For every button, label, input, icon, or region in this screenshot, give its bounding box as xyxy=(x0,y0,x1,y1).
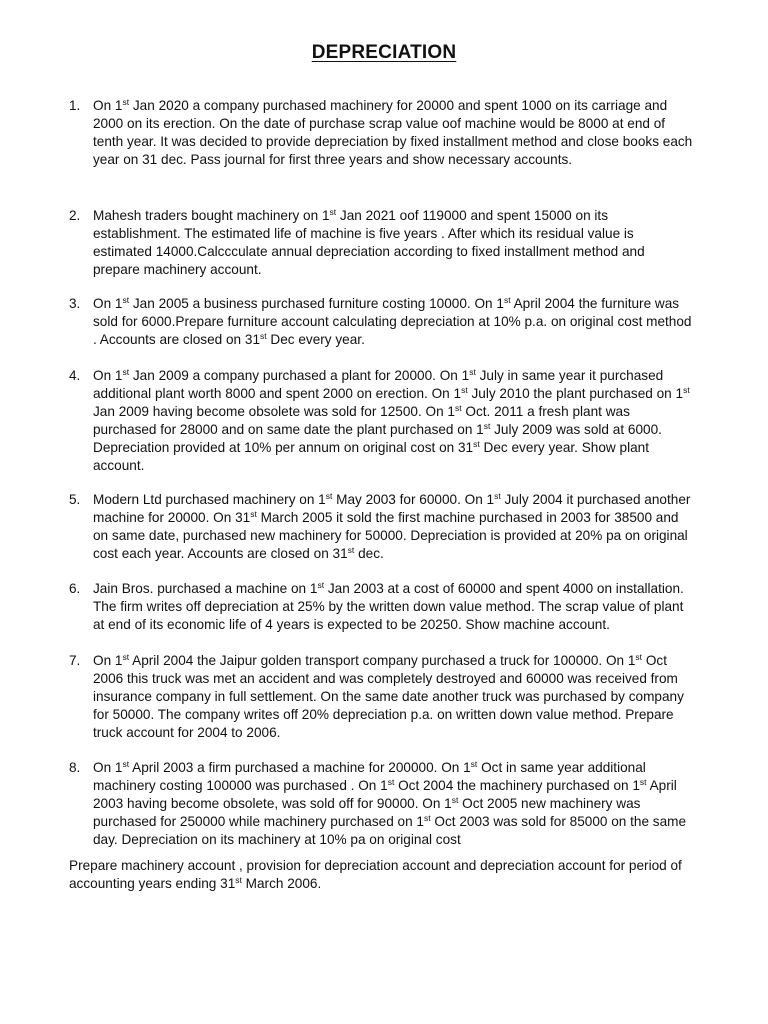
question-number: 2. xyxy=(69,208,81,223)
question-text xyxy=(93,97,721,169)
ordinal-suffix: st xyxy=(461,385,468,395)
text-run: Modern Ltd purchased machinery on 1 xyxy=(93,492,326,507)
text-line xyxy=(93,795,721,813)
text-line xyxy=(93,813,721,831)
text-run: 2006 this truck was met an accident and was completely destroyed and 60000 was received from xyxy=(93,671,678,686)
text-run: Oct in same year additional xyxy=(477,760,646,775)
closing-instruction xyxy=(69,857,721,893)
ordinal-suffix: st xyxy=(122,295,130,305)
text-run: Mahesh traders bought machinery on 1 xyxy=(93,208,330,223)
text-run: March 2006. xyxy=(241,876,322,891)
text-line xyxy=(93,831,721,849)
ordinal-suffix: st xyxy=(635,652,643,662)
text-run: Jan 2009 having become obsolete was sold for 12500. On 1 xyxy=(93,404,455,419)
text-line xyxy=(93,439,721,457)
text-line xyxy=(93,616,721,634)
text-line xyxy=(93,243,721,261)
text-run: sold for 6000.Prepare furniture account calculating depreciation at 10% p.a. on original cost method xyxy=(93,314,692,329)
text-run: year on 31 dec. Pass journal for first three years and show necessary accounts. xyxy=(93,152,573,167)
text-line xyxy=(93,509,721,527)
ordinal-suffix: st xyxy=(347,545,355,555)
text-run: On 1 xyxy=(93,760,123,775)
ordinal-suffix: st xyxy=(325,491,333,501)
text-run: April 2004 the furniture was xyxy=(510,296,680,311)
text-run: Depreciation provided at 10% per annum on original cost on 31 xyxy=(93,440,474,455)
text-line xyxy=(93,331,721,349)
text-line xyxy=(93,527,721,545)
text-run: May 2003 for 60000. On 1 xyxy=(332,492,495,507)
ordinal-suffix: st xyxy=(683,385,690,395)
ordinal-suffix: st xyxy=(122,367,130,377)
ordinal-suffix: st xyxy=(122,97,130,107)
text-line xyxy=(93,313,721,331)
ordinal-suffix: st xyxy=(494,491,501,501)
text-run: establishment. The estimated life of machine is five years . After which its residual value is xyxy=(93,226,634,241)
ordinal-suffix: st xyxy=(483,421,491,431)
text-run: cost each year. Accounts are closed on 31 xyxy=(93,546,348,561)
ordinal-suffix: st xyxy=(329,207,337,217)
text-run: April 2003 a firm purchased a machine for 200000. On 1 xyxy=(129,760,471,775)
text-line xyxy=(93,706,721,724)
question-text xyxy=(93,652,721,742)
ordinal-suffix: st xyxy=(470,759,478,769)
text-line xyxy=(93,403,721,421)
text-run: for 50000. The company writes off 20% depreciation p.a. on written down value method. Prepare xyxy=(93,707,674,722)
question-text xyxy=(93,367,721,475)
text-run: on same date, purchased new machinery for 50000. Depreciation is provided at 20% pa on original xyxy=(93,528,688,543)
question-2 xyxy=(69,207,721,279)
question-number: 3. xyxy=(69,296,81,311)
text-run: Dec every year. xyxy=(266,332,365,347)
text-run: 2000 on its erection. On the date of purchase scrap value oof machine would be 8000 at end of xyxy=(93,116,666,131)
text-line xyxy=(93,652,721,670)
text-run: additional plant worth 8000 and spent 2000 on erection. On 1 xyxy=(93,386,462,401)
text-run: truck account for 2004 to 2006. xyxy=(93,725,281,740)
text-run: machine for 20000. On 31 xyxy=(93,510,251,525)
question-3 xyxy=(69,295,721,349)
text-line xyxy=(93,580,721,598)
text-run: Jan 2005 a business purchased furniture costing 10000. On 1 xyxy=(129,296,504,311)
text-run: prepare machinery account. xyxy=(93,262,262,277)
ordinal-suffix: st xyxy=(122,759,130,769)
text-line xyxy=(93,295,721,313)
text-run: insurance company in full settlement. On the same date another truck was purchased by company xyxy=(93,689,684,704)
text-run: accounting years ending 31 xyxy=(69,876,236,891)
ordinal-suffix: st xyxy=(317,580,325,590)
text-run: Jan 2009 a company purchased a plant for 20000. On 1 xyxy=(129,368,470,383)
text-run: Jan 2003 at a cost of 60000 and spent 4000 on installation. xyxy=(324,581,684,596)
text-run: estimated 14000.Calccculate annual depreciation according to fixed installment method and xyxy=(93,244,645,259)
text-line xyxy=(93,670,721,688)
text-line xyxy=(93,421,721,439)
text-line xyxy=(93,261,721,279)
question-number: 8. xyxy=(69,760,81,775)
text-line xyxy=(93,724,721,742)
ordinal-suffix: st xyxy=(451,795,459,805)
text-run: Dec every year. Show plant xyxy=(479,440,649,455)
text-run: July 2009 was sold at 6000. xyxy=(490,422,662,437)
text-run: day. Depreciation on its machinery at 10% pa on original cost xyxy=(93,832,461,847)
text-line xyxy=(93,151,721,169)
text-run: Oct 2004 the machinery purchased on 1 xyxy=(394,778,640,793)
text-run: Prepare machinery account , provision for depreciation account and depreciation account for period of xyxy=(69,858,682,873)
question-text xyxy=(93,207,721,279)
text-line xyxy=(93,97,721,115)
text-run: On 1 xyxy=(93,98,123,113)
text-run: tenth year. It was decided to provide depreciation by fixed installment method and close books each xyxy=(93,134,693,149)
text-line xyxy=(93,759,721,777)
ordinal-suffix: st xyxy=(235,875,242,885)
question-text xyxy=(93,295,721,349)
text-run: account. xyxy=(93,458,145,473)
text-run: Jan 2020 a company purchased machinery for 20000 and spent 1000 on its carriage and xyxy=(129,98,668,113)
text-run: The firm writes off depreciation at 25% by the written down value method. The scrap value of plant xyxy=(93,599,684,614)
question-number: 6. xyxy=(69,581,81,596)
text-run: 2003 having become obsolete, was sold off for 90000. On 1 xyxy=(93,796,452,811)
page-title: DEPRECIATION xyxy=(311,42,457,63)
text-run: . Accounts are closed on 31 xyxy=(93,332,261,347)
text-run: On 1 xyxy=(93,653,123,668)
text-run: purchased for 250000 while machinery purchased on 1 xyxy=(93,814,424,829)
text-line xyxy=(93,225,721,243)
text-line xyxy=(69,857,721,875)
text-line xyxy=(93,115,721,133)
text-run: On 1 xyxy=(93,296,123,311)
text-run: Oct 2005 new machinery was xyxy=(458,796,641,811)
text-run: Oct. 2011 a fresh plant was xyxy=(461,404,630,419)
ordinal-suffix: st xyxy=(473,439,480,449)
text-run: Oct 2003 was sold for 85000 on the same xyxy=(430,814,687,829)
question-text xyxy=(93,580,721,634)
text-run: July 2004 it purchased another xyxy=(500,492,691,507)
ordinal-suffix: st xyxy=(639,777,647,787)
text-run: at end of its economic life of 4 years is expected to be 20250. Show machine account. xyxy=(93,617,610,632)
ordinal-suffix: st xyxy=(260,331,267,341)
text-run: April xyxy=(646,778,677,793)
question-8 xyxy=(69,759,721,849)
ordinal-suffix: st xyxy=(387,777,395,787)
ordinal-suffix: st xyxy=(469,367,476,377)
question-7 xyxy=(69,652,721,742)
question-5 xyxy=(69,491,721,563)
question-text xyxy=(93,491,721,563)
question-number: 5. xyxy=(69,492,81,507)
question-number: 1. xyxy=(69,98,81,113)
text-line xyxy=(93,491,721,509)
text-line xyxy=(93,545,721,563)
ordinal-suffix: st xyxy=(424,813,431,823)
question-number: 4. xyxy=(69,368,81,383)
ordinal-suffix: st xyxy=(503,295,511,305)
ordinal-suffix: st xyxy=(250,509,257,519)
text-run: machinery costing 100000 was purchased . On 1 xyxy=(93,778,388,793)
text-run: July in same year it purchased xyxy=(475,368,664,383)
text-line xyxy=(93,385,721,403)
question-4 xyxy=(69,367,721,475)
text-line xyxy=(93,367,721,385)
question-number: 7. xyxy=(69,653,81,668)
question-6 xyxy=(69,580,721,634)
text-line xyxy=(93,207,721,225)
text-run: Jan 2021 oof 119000 and spent 15000 on its xyxy=(336,208,609,223)
text-line xyxy=(93,688,721,706)
text-run: April 2004 the Jaipur golden transport company purchased a truck for 100000. On 1 xyxy=(129,653,636,668)
text-run: July 2010 the plant purchased on 1 xyxy=(467,386,684,401)
text-run: Oct xyxy=(642,653,667,668)
text-run: March 2005 it sold the first machine purchased in 2003 for 38500 and xyxy=(256,510,679,525)
ordinal-suffix: st xyxy=(455,403,462,413)
text-line xyxy=(93,457,721,475)
text-line xyxy=(93,598,721,616)
text-run: dec. xyxy=(354,546,384,561)
text-run: Jain Bros. purchased a machine on 1 xyxy=(93,581,318,596)
question-text xyxy=(93,759,721,849)
text-line xyxy=(93,777,721,795)
ordinal-suffix: st xyxy=(122,652,130,662)
question-1 xyxy=(69,97,721,169)
text-run: On 1 xyxy=(93,368,123,383)
text-line xyxy=(93,133,721,151)
text-run: purchased for 28000 and on same date the plant purchased on 1 xyxy=(93,422,484,437)
text-line xyxy=(69,875,721,893)
